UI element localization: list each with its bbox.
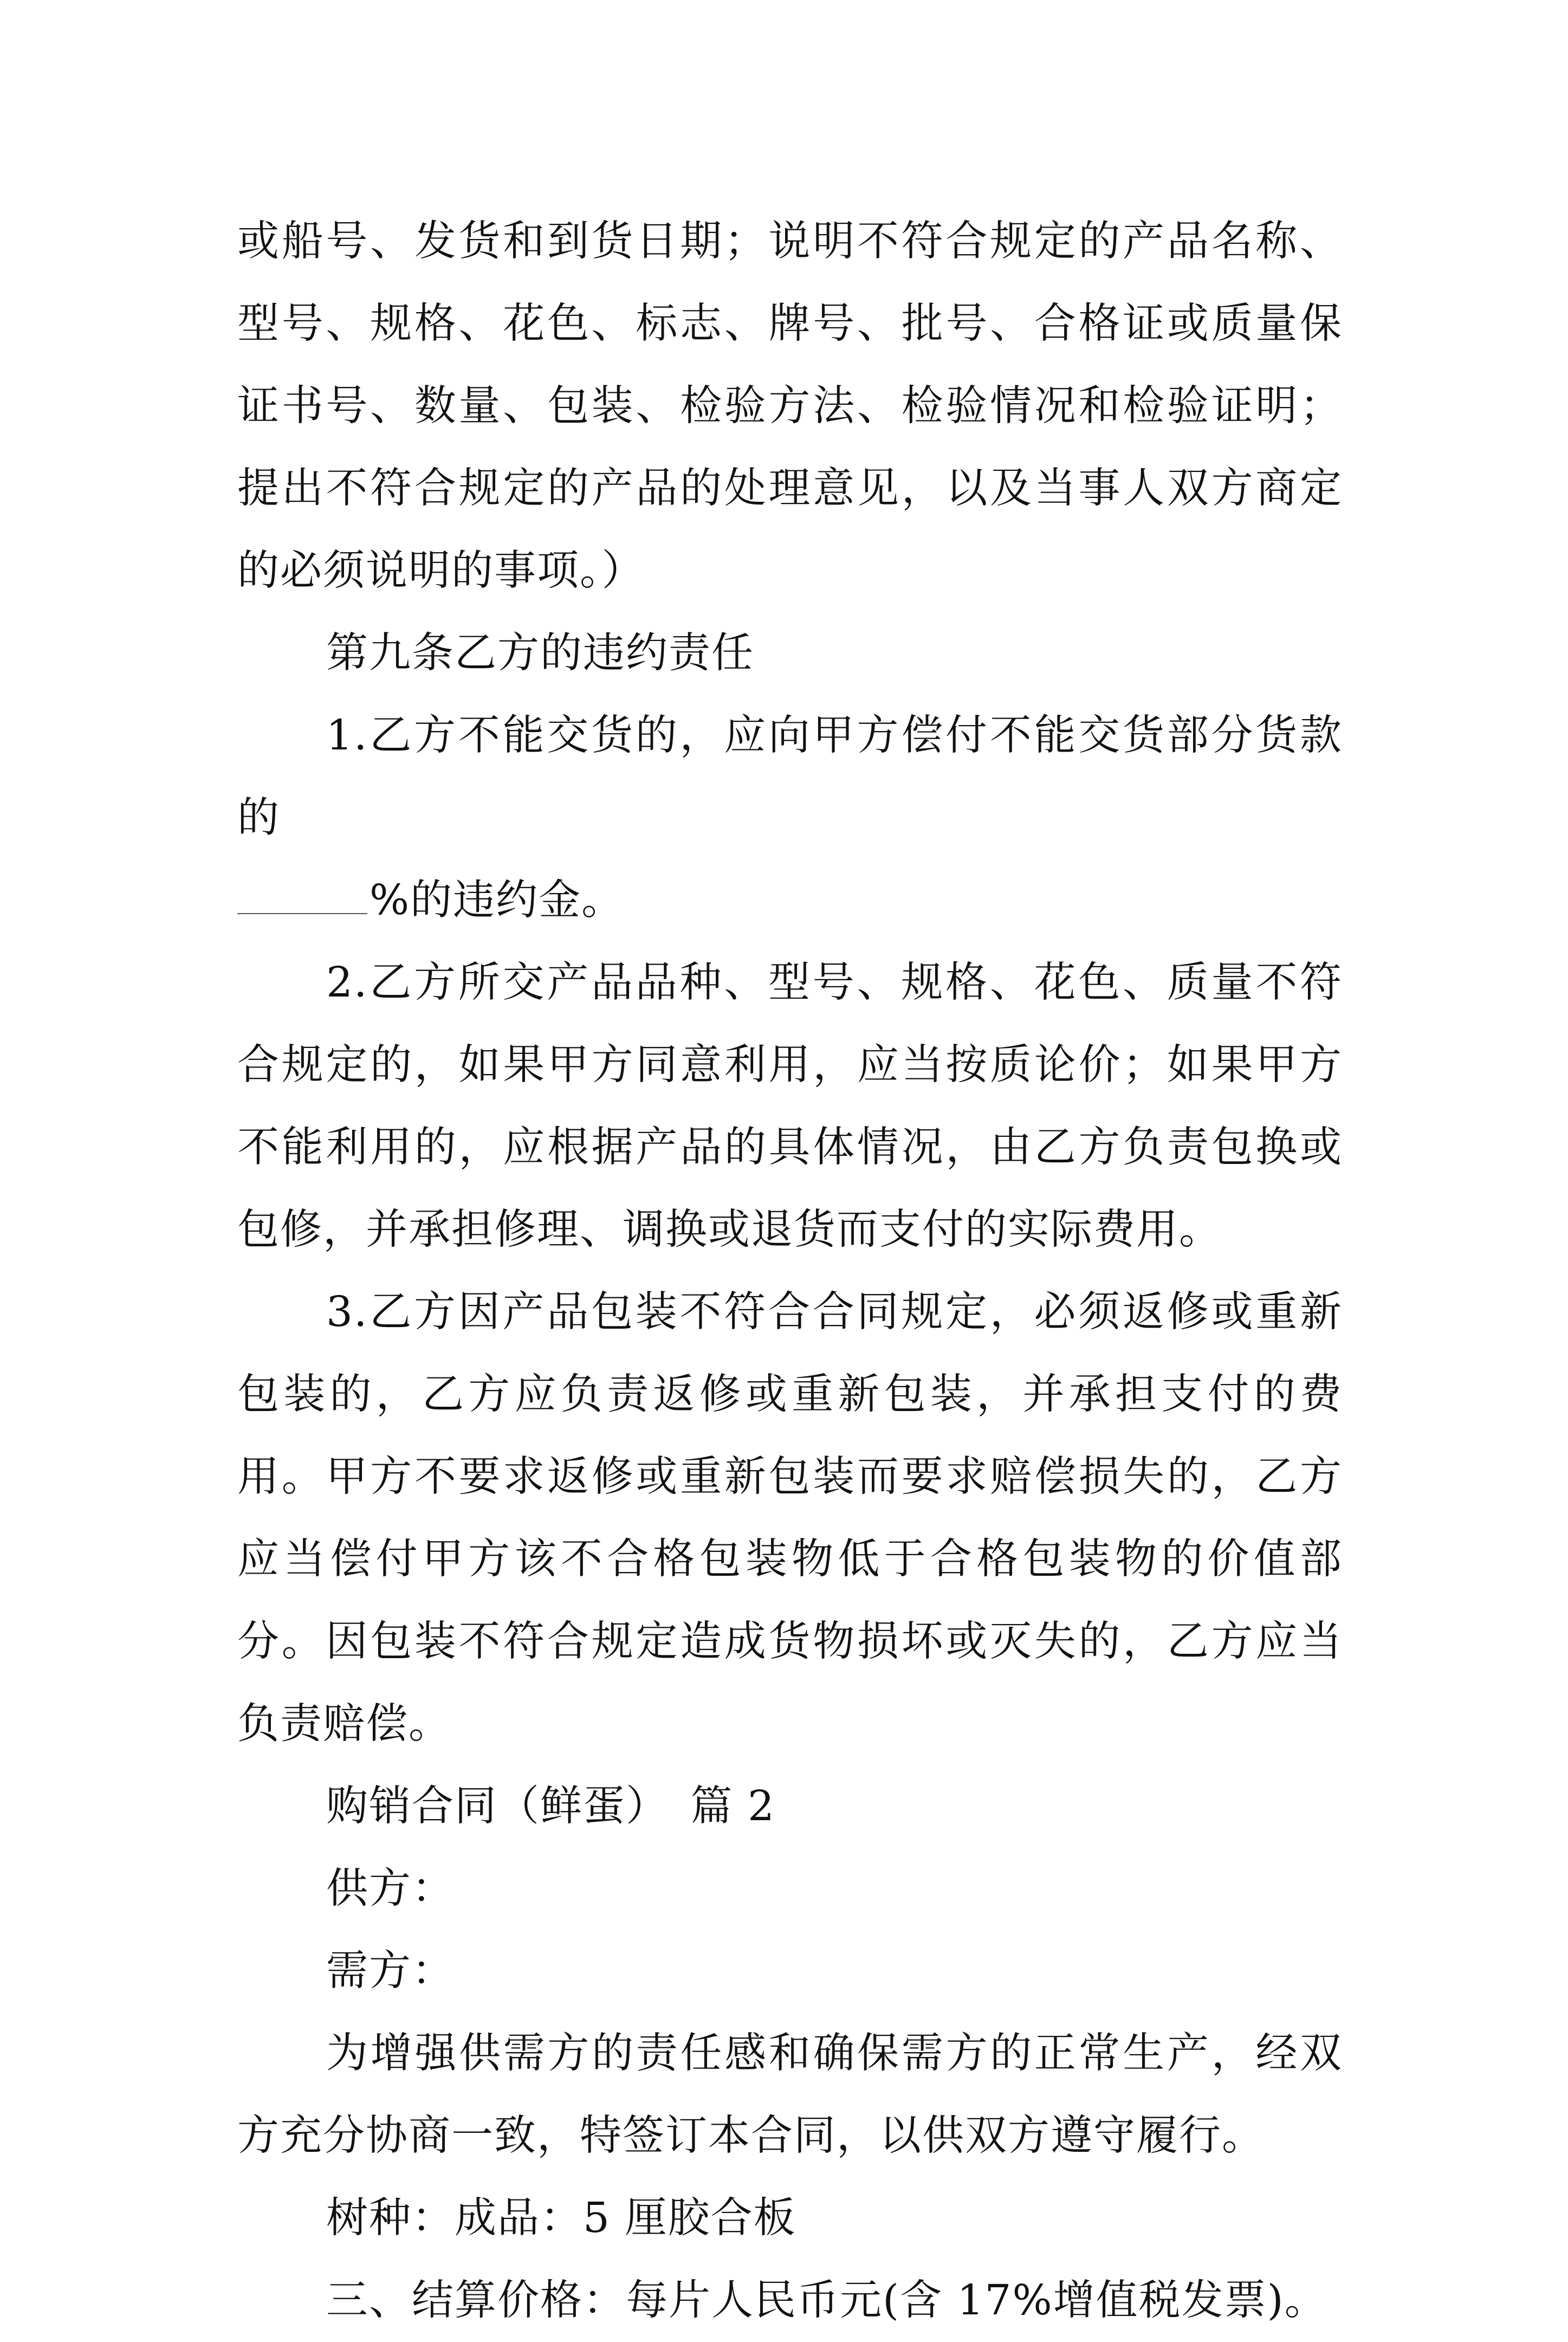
clause-2: 2.乙方所交产品品种、型号、规格、花色、质量不符合规定的，如果甲方同意利用，应当按质论价；如果甲方不能利用的，应根据产品的具体情况，由乙方负责包换或包修，并承担修理、调换或退货而支付的实际费用。 [237,959,1343,1254]
supplier-label: 供方： [326,1865,455,1913]
article-heading: 第九条乙方的违约责任 [326,629,754,677]
fill-in-blank [237,913,367,914]
paragraph-continuation: 或船号、发货和到货日期；说明不符合规定的产品名称、型号、规格、花色、标志、牌号、批号、合格证或质量保证书号、数量、包装、检验方法、检验情况和检验证明；提出不符合规定的产品的处理意见，以及当事人双方商定的必须说明的事项。） [237,217,1343,595]
buyer-label: 需方： [326,1947,455,1995]
document-body [237,200,1343,2342]
clause-3: 3.乙方因产品包装不符合合同规定，必须返修或重新包装的，乙方应负责返修或重新包装，并承担支付的费用。甲方不要求返修或重新包装而要求赔偿损失的，乙方应当偿付甲方该不合格包装物低于合格包装物的价值部分。因包装不符合规定造成货物损坏或灭失的，乙方应当负责赔偿。 [237,1288,1343,1748]
clause-1-tail: %的违约金。 [370,876,625,924]
clause-1-text: 1.乙方不能交货的，应向甲方偿付不能交货部分货款的 [237,711,1343,842]
species-line: 树种：成品：5 厘胶合板 [326,2194,796,2242]
intro-paragraph: 为增强供需方的责任感和确保需方的正常生产，经双方充分协商一致，特签订本合同，以供双方遵守履行。 [237,2029,1343,2160]
contract-title: 购销合同（鲜蛋） 篇 2 [326,1782,775,1830]
clause-1 [237,695,1343,942]
price-line: 三、结算价格：每片人民币元(含 17%增值税发票)。 [326,2276,1327,2325]
